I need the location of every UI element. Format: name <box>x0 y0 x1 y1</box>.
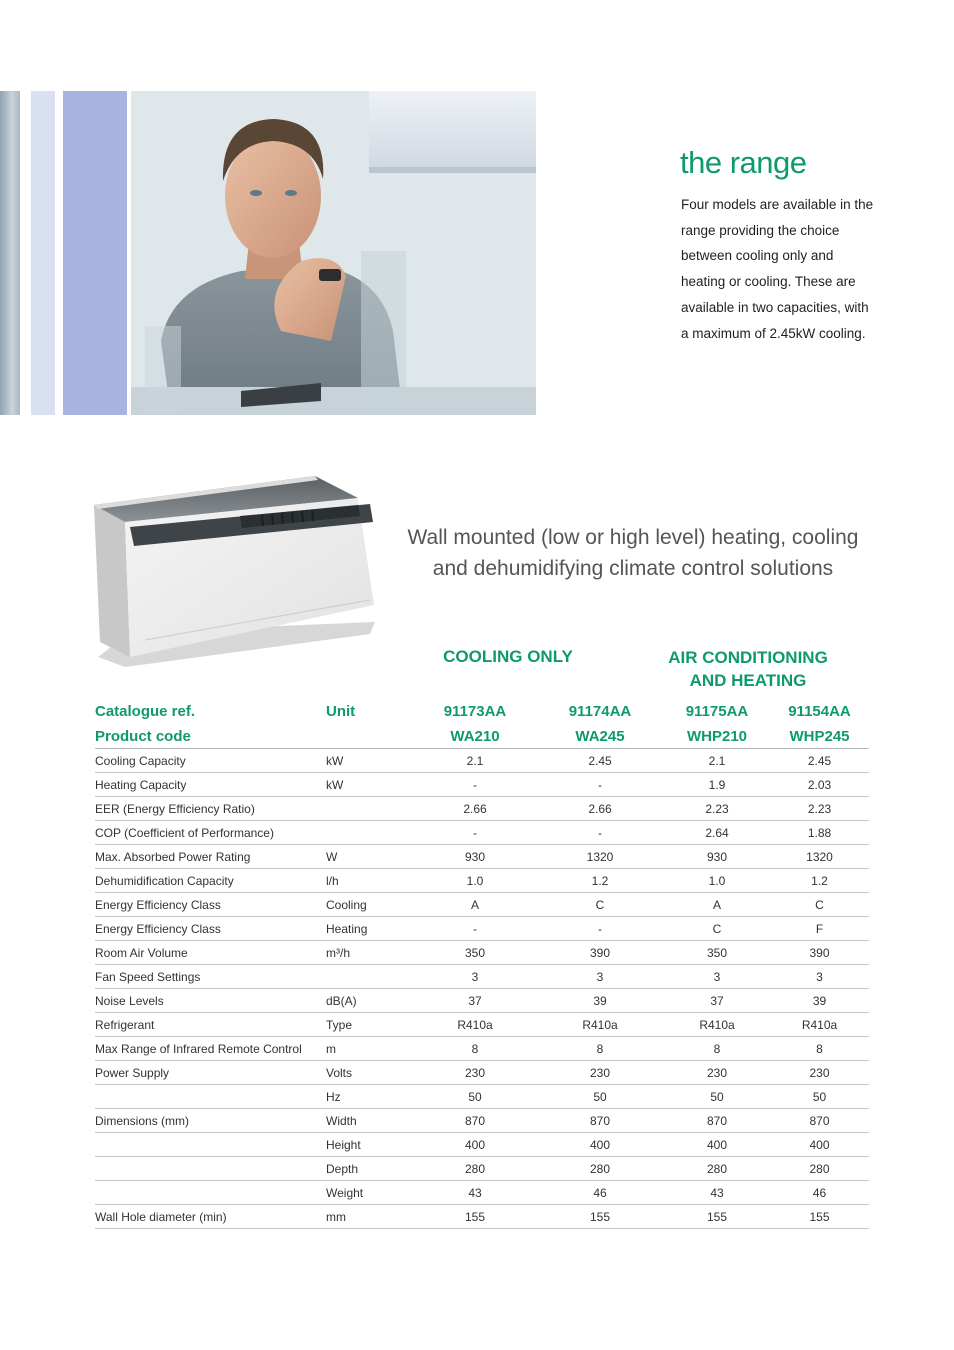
spec-unit: Width <box>326 1109 414 1133</box>
spec-unit <box>326 821 414 845</box>
spec-value: 870 <box>414 1109 536 1133</box>
spec-value: 3 <box>770 965 869 989</box>
table-row <box>95 1061 869 1085</box>
table-row <box>95 1109 869 1133</box>
spec-value: C <box>770 893 869 917</box>
spec-unit: m³/h <box>326 941 414 965</box>
spec-value: 1320 <box>536 845 664 869</box>
spec-value: 39 <box>770 989 869 1013</box>
unit-label: Unit <box>326 703 356 720</box>
spec-value: 280 <box>536 1157 664 1181</box>
spec-name: Dehumidification Capacity <box>95 869 326 893</box>
spec-value: 2.45 <box>536 749 664 773</box>
spec-unit: kW <box>326 749 414 773</box>
spec-value: 2.64 <box>664 821 770 845</box>
spec-value: 280 <box>770 1157 869 1181</box>
spec-value: 39 <box>536 989 664 1013</box>
spec-table-body <box>95 749 869 1229</box>
spec-unit: Weight <box>326 1181 414 1205</box>
spec-value: 43 <box>414 1181 536 1205</box>
spec-value: 2.23 <box>770 797 869 821</box>
spec-unit: Depth <box>326 1157 414 1181</box>
spec-name <box>95 1157 326 1181</box>
table-row <box>95 869 869 893</box>
catalogue-ref: 91154AA <box>788 703 851 720</box>
spec-name <box>95 1085 326 1109</box>
spec-value: F <box>770 917 869 941</box>
spec-value: - <box>414 917 536 941</box>
spec-value: 1.0 <box>414 869 536 893</box>
spec-value: 400 <box>414 1133 536 1157</box>
spec-value: 870 <box>664 1109 770 1133</box>
spec-value: - <box>414 773 536 797</box>
spec-value: - <box>414 821 536 845</box>
table-row <box>95 1133 869 1157</box>
spec-value: 2.66 <box>536 797 664 821</box>
spec-value: - <box>536 773 664 797</box>
spec-value: 1320 <box>770 845 869 869</box>
spec-name: COP (Coefficient of Performance) <box>95 821 326 845</box>
spec-value: 230 <box>770 1061 869 1085</box>
table-row <box>95 1037 869 1061</box>
catalogue-ref: 91173AA <box>443 703 507 720</box>
section-title: the range <box>680 145 807 180</box>
spec-name: Room Air Volume <box>95 941 326 965</box>
spec-value: - <box>536 917 664 941</box>
table-row <box>95 941 869 965</box>
spec-value: 1.2 <box>536 869 664 893</box>
spec-unit: kW <box>326 773 414 797</box>
catalogue-ref-label: Catalogue ref. <box>95 703 196 720</box>
spec-value: 1.9 <box>664 773 770 797</box>
spec-value: 37 <box>664 989 770 1013</box>
spec-value: 50 <box>414 1085 536 1109</box>
spec-value: 155 <box>536 1205 664 1229</box>
table-row <box>95 989 869 1013</box>
table-row <box>95 797 869 821</box>
spec-unit: l/h <box>326 869 414 893</box>
spec-value: 37 <box>414 989 536 1013</box>
table-row <box>95 1157 869 1181</box>
table-row <box>95 1013 869 1037</box>
spec-value: 2.03 <box>770 773 869 797</box>
catalogue-ref: 91174AA <box>568 703 632 720</box>
spec-value: 1.0 <box>664 869 770 893</box>
spec-value: 350 <box>414 941 536 965</box>
table-row <box>95 917 869 941</box>
spec-value: 2.45 <box>770 749 869 773</box>
table-row <box>95 1085 869 1109</box>
spec-value: 8 <box>536 1037 664 1061</box>
spec-name: Cooling Capacity <box>95 749 326 773</box>
spec-value: 870 <box>536 1109 664 1133</box>
spec-value: 870 <box>770 1109 869 1133</box>
spec-value: 400 <box>770 1133 869 1157</box>
spec-value: 2.66 <box>414 797 536 821</box>
spec-value: 400 <box>536 1133 664 1157</box>
spec-unit: Cooling <box>326 893 414 917</box>
spec-name: Heating Capacity <box>95 773 326 797</box>
empty-cell <box>326 724 414 749</box>
spec-value: 3 <box>414 965 536 989</box>
product-code: WHP245 <box>770 724 869 749</box>
spec-value: 155 <box>770 1205 869 1229</box>
spec-value: A <box>664 893 770 917</box>
spec-value: 350 <box>664 941 770 965</box>
spec-unit <box>326 797 414 821</box>
catalogue-ref-row <box>95 699 869 724</box>
spec-table <box>95 699 869 1229</box>
product-code-label: Product code <box>95 724 326 749</box>
group-heading-line: AND HEATING <box>689 671 807 690</box>
spec-value: 230 <box>414 1061 536 1085</box>
spec-value: 2.1 <box>664 749 770 773</box>
spec-value: 8 <box>414 1037 536 1061</box>
spec-value: 46 <box>770 1181 869 1205</box>
spec-value: 46 <box>536 1181 664 1205</box>
spec-value: A <box>414 893 536 917</box>
spec-unit: Heating <box>326 917 414 941</box>
spec-name: Max Range of Infrared Remote Control <box>95 1037 326 1061</box>
spec-value: 1.88 <box>770 821 869 845</box>
spec-value: 280 <box>664 1157 770 1181</box>
spec-unit: Volts <box>326 1061 414 1085</box>
table-row <box>95 749 869 773</box>
product-image <box>90 472 380 672</box>
decor-bar <box>63 91 127 415</box>
spec-value: 3 <box>664 965 770 989</box>
spec-value: 280 <box>414 1157 536 1181</box>
section-intro: Four models are available in the range providing the choice between cooling only and heating or cooling. These are available in two capacities, with a maximum of 2.45kW cooling. <box>681 197 874 341</box>
spec-unit: mm <box>326 1205 414 1229</box>
spec-name: Max. Absorbed Power Rating <box>95 845 326 869</box>
table-row <box>95 821 869 845</box>
decor-bar <box>0 91 20 415</box>
group-heading-label: COOLING ONLY <box>443 647 573 666</box>
table-row <box>95 965 869 989</box>
spec-value: 3 <box>536 965 664 989</box>
table-row <box>95 773 869 797</box>
spec-unit <box>326 965 414 989</box>
spec-name: EER (Energy Efficiency Ratio) <box>95 797 326 821</box>
tagline: Wall mounted (low or high level) heating, cooling and dehumidifying climate control solutions <box>407 526 859 580</box>
spec-value: 1.2 <box>770 869 869 893</box>
spec-value: C <box>536 893 664 917</box>
spec-unit: Hz <box>326 1085 414 1109</box>
spec-unit: m <box>326 1037 414 1061</box>
spec-name: Power Supply <box>95 1061 326 1085</box>
hero-photo <box>131 91 536 415</box>
spec-value: 43 <box>664 1181 770 1205</box>
spec-value: R410a <box>770 1013 869 1037</box>
spec-value: 50 <box>536 1085 664 1109</box>
table-row <box>95 1181 869 1205</box>
decor-bar <box>31 91 55 415</box>
spec-value: 2.1 <box>414 749 536 773</box>
catalogue-ref: 91175AA <box>685 703 749 720</box>
product-code: WHP210 <box>664 724 770 749</box>
spec-value: 230 <box>536 1061 664 1085</box>
spec-unit: Height <box>326 1133 414 1157</box>
spec-value: 400 <box>664 1133 770 1157</box>
spec-value: 8 <box>770 1037 869 1061</box>
spec-value: 155 <box>664 1205 770 1229</box>
spec-unit: W <box>326 845 414 869</box>
spec-value: 390 <box>770 941 869 965</box>
table-row <box>95 893 869 917</box>
spec-value: 930 <box>664 845 770 869</box>
spec-name <box>95 1133 326 1157</box>
spec-value: R410a <box>536 1013 664 1037</box>
spec-name: Energy Efficiency Class <box>95 893 326 917</box>
spec-value: 2.23 <box>664 797 770 821</box>
spec-value: R410a <box>664 1013 770 1037</box>
spec-name: Wall Hole diameter (min) <box>95 1205 326 1229</box>
spec-name: Fan Speed Settings <box>95 965 326 989</box>
spec-unit: Type <box>326 1013 414 1037</box>
spec-unit: dB(A) <box>326 989 414 1013</box>
table-row <box>95 1205 869 1229</box>
spec-value: 230 <box>664 1061 770 1085</box>
spec-value: 155 <box>414 1205 536 1229</box>
spec-value: 930 <box>414 845 536 869</box>
spec-value: 50 <box>770 1085 869 1109</box>
spec-value: 8 <box>664 1037 770 1061</box>
table-row <box>95 845 869 869</box>
group-heading-air-conditioning <box>630 646 866 692</box>
spec-name: Refrigerant <box>95 1013 326 1037</box>
spec-name: Noise Levels <box>95 989 326 1013</box>
spec-name: Dimensions (mm) <box>95 1109 326 1133</box>
spec-value: 390 <box>536 941 664 965</box>
spec-name <box>95 1181 326 1205</box>
spec-value: 50 <box>664 1085 770 1109</box>
spec-name: Energy Efficiency Class <box>95 917 326 941</box>
spec-value: C <box>664 917 770 941</box>
spec-value: - <box>536 821 664 845</box>
product-code: WA245 <box>536 724 664 749</box>
product-code-row <box>95 724 869 749</box>
spec-value: R410a <box>414 1013 536 1037</box>
group-heading-cooling-only <box>420 645 596 668</box>
group-heading-line: AIR CONDITIONING <box>668 648 828 667</box>
product-code: WA210 <box>414 724 536 749</box>
